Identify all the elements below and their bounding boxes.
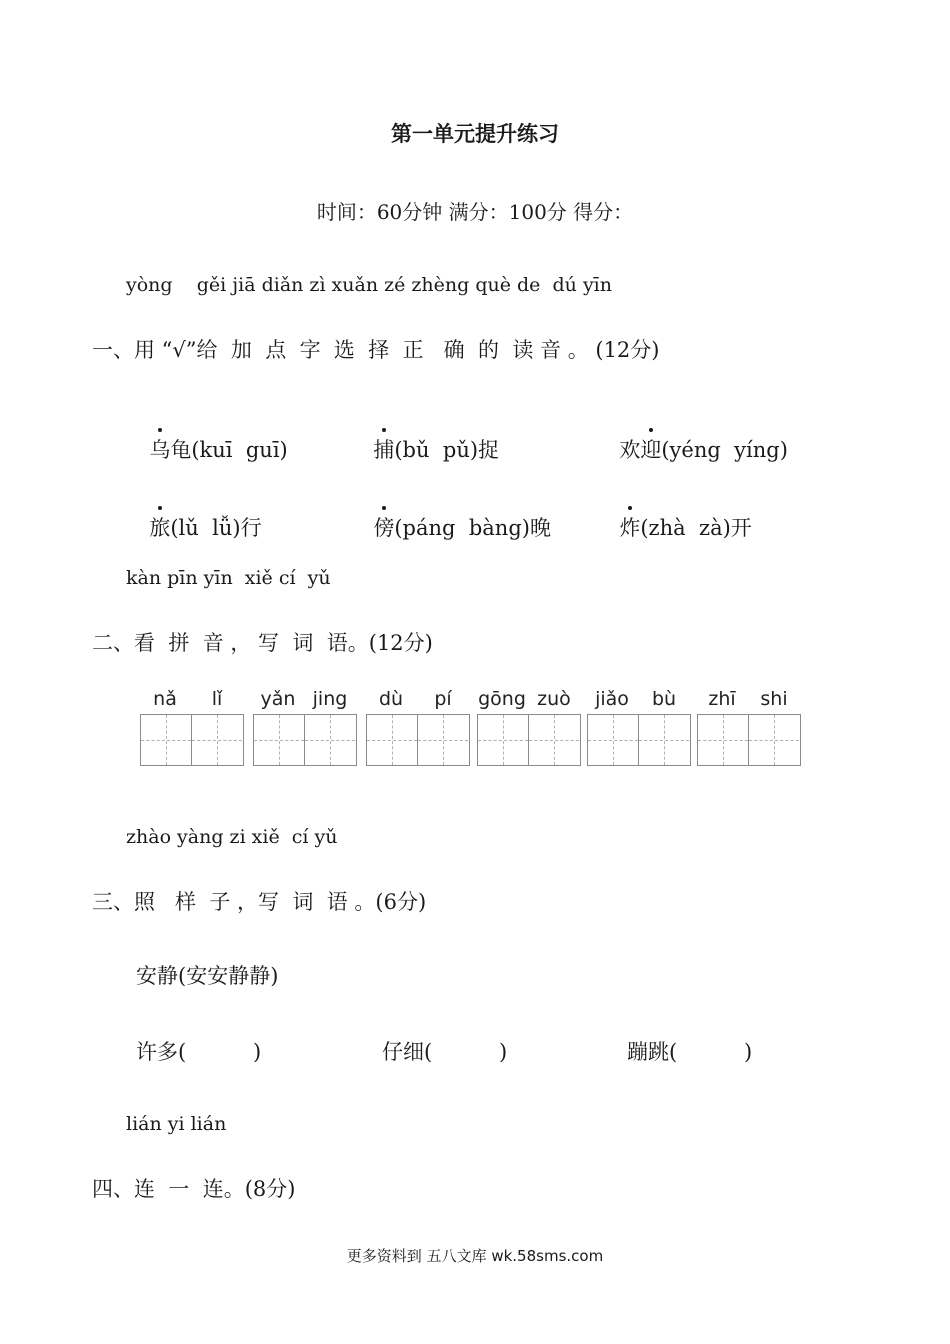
box-pinyin: lǐ (211, 688, 223, 710)
q1-item-text: (lǔ lǚ)行 (170, 516, 262, 540)
q1-item-6 (606, 488, 752, 542)
exam-meta: 时间：60分钟 满分：100分 得分： (316, 200, 634, 224)
q1-item-text: (bǔ pǔ)捉 (394, 438, 500, 462)
q3-blank-1[interactable]: 许多( ) (136, 1040, 262, 1064)
word-box (477, 688, 581, 773)
q1-item-3 (606, 410, 788, 464)
box-pinyin: bù (651, 688, 677, 710)
box-pinyin: jing (312, 688, 348, 710)
q3-heading: 三、照 样 子 ，写 词 语 。(6分) (92, 890, 427, 914)
box-pinyin: zhī (708, 688, 736, 710)
tian-grid[interactable] (366, 714, 470, 766)
q2-pinyin: kàn pīn yīn xiě cí yǔ (126, 567, 331, 589)
tian-grid[interactable] (140, 714, 244, 766)
dotted-char: 旅 (149, 512, 170, 542)
q1-item-4 (136, 488, 262, 542)
dotted-char: 迎 (640, 434, 661, 464)
q1-item-text: (zhà zà)开 (640, 516, 752, 540)
q1-item-text: 龟(kuī guī) (170, 438, 288, 462)
q2-heading: 二、看 拼 音 ， 写 词 语。(12分) (92, 631, 433, 655)
word-box (697, 688, 801, 773)
q1-item-5 (360, 488, 551, 542)
box-pinyin: nǎ (153, 688, 177, 710)
word-box (587, 688, 691, 773)
dotted-char: 傍 (373, 512, 394, 542)
q3-blank-3[interactable]: 蹦跳( ) (627, 1040, 753, 1064)
box-pinyin: jiǎo (595, 688, 629, 710)
word-box (366, 688, 470, 773)
q4-heading: 四、连 一 连。(8分) (92, 1177, 296, 1201)
q1-heading: 一、用 “√”给 加 点 字 选 择 正 确 的 读 音 。 (12分) (92, 338, 660, 362)
tian-grid[interactable] (477, 714, 581, 766)
q4-pinyin: lián yi lián (126, 1113, 227, 1135)
page-title: 第一单元提升练习 (391, 121, 559, 146)
q1-item-text: (páng bàng)晚 (394, 516, 551, 540)
box-pinyin: yǎn (260, 688, 296, 710)
q3-blank-2[interactable]: 仔细( ) (382, 1040, 508, 1064)
box-pinyin: gōng (478, 688, 526, 710)
q1-pinyin: yòng gěi jiā diǎn zì xuǎn zé zhèng què de dú yīn (126, 274, 612, 296)
dotted-char: 乌 (149, 434, 170, 464)
tian-grid[interactable] (253, 714, 357, 766)
q1-item-prefix: 欢 (619, 438, 641, 462)
tian-grid[interactable] (697, 714, 801, 766)
dotted-char: 捕 (373, 434, 394, 464)
q1-item-1 (136, 410, 288, 464)
dotted-char: 炸 (619, 512, 640, 542)
box-pinyin: dù (378, 688, 404, 710)
box-pinyin: shi (760, 688, 788, 710)
q1-item-2 (360, 410, 499, 464)
tian-grid[interactable] (587, 714, 691, 766)
q1-item-text: (yéng yíng) (661, 438, 788, 462)
writing-grid-row (140, 688, 810, 773)
word-box (253, 688, 357, 773)
q3-pinyin: zhào yàng zi xiě cí yǔ (126, 826, 338, 848)
box-pinyin: pí (434, 688, 452, 710)
box-pinyin: zuò (537, 688, 571, 710)
q3-example: 安静(安安静静) (136, 964, 279, 988)
page-footer: 更多资料到 五八文库 wk.58sms.com (346, 1247, 604, 1265)
word-box (140, 688, 244, 773)
